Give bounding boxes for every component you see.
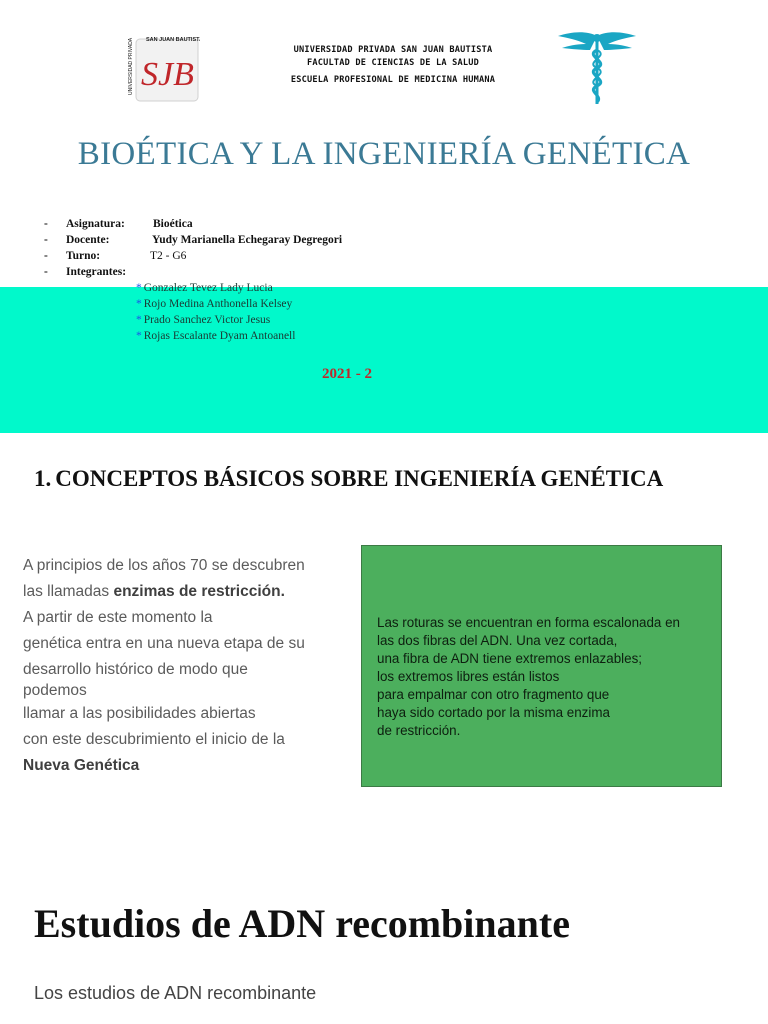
member-name: Prado Sanchez Victor Jesus — [143, 314, 271, 326]
university-logo — [128, 33, 200, 105]
paragraph-line: A partir de este momento la — [23, 609, 213, 626]
bullet-dash: - — [44, 250, 48, 262]
document-title: BIOÉTICA Y LA INGENIERÍA GENÉTICA — [77, 136, 691, 172]
callout-line: Las roturas se encuentran en forma escalonada en — [377, 615, 680, 630]
paragraph-line: podemos — [23, 682, 87, 699]
callout-line: para empalmar con otro fragmento que — [377, 687, 610, 702]
logo-monogram: SJB — [141, 56, 194, 93]
caduceus-icon — [556, 28, 638, 108]
member-name: Rojas Escalante Dyam Antoanell — [143, 330, 296, 342]
course-info — [0, 218, 768, 278]
info-row-turno — [0, 250, 768, 265]
school-name: ESCUELA PROFESIONAL DE MEDICINA HUMANA — [290, 75, 496, 85]
paragraph-line: con este descubrimiento el inicio de la — [23, 731, 285, 748]
callout-line: de restricción. — [377, 723, 461, 738]
list-item — [136, 314, 295, 330]
turno-value: T2 - G6 — [150, 250, 187, 262]
docente-value: Yudy Marianella Echegaray Degregori — [152, 234, 343, 246]
paragraph-line: desarrollo histórico de modo que — [23, 661, 248, 678]
faculty-name: FACULTAD DE CIENCIAS DE LA SALUD — [307, 58, 479, 68]
asignatura-label: Asignatura: — [66, 218, 125, 230]
accent-band — [0, 287, 768, 433]
paragraph-line: A principios de los años 70 se descubren — [23, 557, 305, 574]
callout-text — [377, 614, 680, 740]
callout-line: los extremos libres están listos — [377, 669, 560, 684]
keyword-enzimas: enzimas de restricción. — [113, 583, 285, 600]
list-item — [136, 298, 295, 314]
paragraph-line: genética entra en una nueva etapa de su — [23, 635, 305, 652]
info-row-docente — [0, 234, 768, 249]
integrantes-label: Integrantes: — [66, 266, 127, 278]
section-title: CONCEPTOS BÁSICOS SOBRE INGENIERÍA GENÉTICA — [55, 466, 664, 491]
bullet-dash: - — [44, 266, 48, 278]
member-name: Gonzalez Tevez Lady Lucia — [143, 282, 273, 294]
intro-paragraph — [23, 553, 353, 779]
university-name: UNIVERSIDAD PRIVADA SAN JUAN BAUTISTA — [293, 45, 493, 55]
asignatura-value: Bioética — [153, 218, 193, 230]
section2-heading: Estudios de ADN recombinante — [34, 901, 570, 946]
bullet-star: * — [136, 282, 142, 294]
academic-period: 2021 - 2 — [322, 366, 372, 382]
turno-label: Turno: — [66, 250, 101, 262]
paragraph-line — [23, 753, 353, 779]
info-row-integrantes — [0, 266, 768, 281]
logo-side-caption: UNIVERSIDAD PRIVADA — [128, 37, 134, 95]
info-callout-box — [361, 545, 722, 787]
section2-text: Los estudios de ADN recombinante — [34, 983, 317, 1003]
docente-label: Docente: — [66, 234, 110, 246]
bullet-star: * — [136, 298, 142, 310]
callout-line: una fibra de ADN tiene extremos enlazables; — [377, 651, 642, 666]
paragraph-line — [23, 579, 353, 605]
info-row-asignatura — [0, 218, 768, 233]
bullet-dash: - — [44, 218, 48, 230]
paragraph-text: las llamadas — [23, 583, 114, 600]
paragraph-line: llamar a las posibilidades abiertas — [23, 705, 256, 722]
institution-header — [258, 44, 528, 87]
bullet-star: * — [136, 314, 142, 326]
callout-line: las dos fibras del ADN. Una vez cortada, — [377, 633, 618, 648]
bullet-dash: - — [44, 234, 48, 246]
section-number: 1. — [34, 466, 52, 491]
bullet-star: * — [136, 330, 142, 342]
member-name: Rojo Medina Anthonella Kelsey — [143, 298, 293, 310]
keyword-nueva-genetica: Nueva Genética — [23, 757, 140, 774]
list-item — [136, 330, 295, 346]
list-item — [136, 282, 295, 298]
section-heading — [34, 466, 663, 492]
callout-line: haya sido cortado por la misma enzima — [377, 705, 610, 720]
members-list — [136, 282, 295, 346]
logo-caption: SAN JUAN BAUTISTA — [146, 37, 200, 43]
